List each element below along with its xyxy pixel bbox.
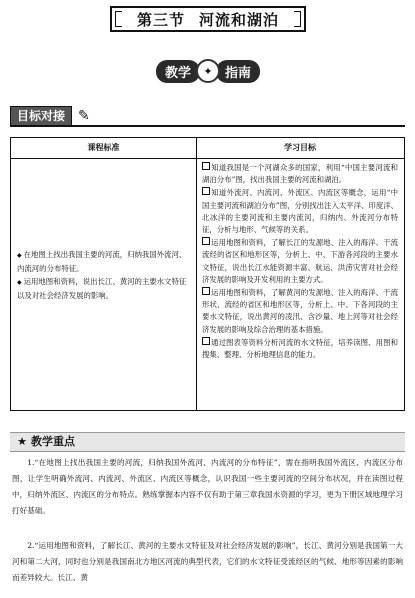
goal-item: 运用地图和资料，了解长江的发源地、注入的海洋、干流流经的省区和地形区等，分析上、中、下游各河段的主要水文特征，说出长江水能资源丰富、航运、洪涝灾害对社会经济发展的影响及开发利用的主要方式。 bbox=[202, 238, 398, 284]
column-divider bbox=[196, 138, 197, 410]
focus-paragraph-1: 1.“在地图上找出我国主要的河流，归纳我国外流河、内流河的分布特征”，需在指明我国外流区、内流区分布图，让学生明确外流河、内流河、外流区、内流区等概念，认识我国一些主要河流的空间分布状况，并在读图过程中，归纳外流区、内流区的分布特点。熟练掌握本内容不仅有助于第三章我国水资源的学习，更为下册区域地理学习打好基础。 bbox=[12, 458, 403, 515]
objectives-bar bbox=[10, 106, 405, 126]
pen-icon: ✎ bbox=[78, 108, 90, 124]
table-header-row bbox=[11, 138, 404, 159]
checkbox-icon bbox=[202, 187, 210, 195]
standard-item: ◆ 在地图上找出我国主要的河流，归纳我国外流河、内流河的分布特征。 bbox=[17, 250, 187, 273]
section-number: 第三节 bbox=[136, 10, 185, 29]
standard-item: ◆ 运用地图和资料，说出长江、黄河的主要水文特征以及对社会经济发展的影响。 bbox=[17, 277, 187, 300]
goal-item: 知道外流河、内流河、外流区、内流区等概念，运用“中国主要河流和湖泊分布”图，分别找出注入太平洋、印度洋、北冰洋的主要河流和主要内流河，归纳内、外流河分布特征，分析与地形、气候等的关系。 bbox=[202, 188, 398, 235]
compass-icon: ✦ bbox=[196, 59, 220, 83]
objectives-table bbox=[10, 137, 405, 411]
teaching-focus-title: 教学重点 bbox=[31, 435, 75, 448]
standards-cell bbox=[17, 248, 192, 302]
goals-cell bbox=[202, 162, 398, 362]
goal-item: 运用地图和资料，了解黄河的发源地、注入的海洋、干流形状、流经的省区和地形区等，分析上、中、下各河段的主要水文特征，说出黄河的凌汛、含沙量、地上河等对社会经济发展的影响及综合治理的基本措施。 bbox=[202, 288, 398, 334]
goal-item: 通过图表等资料分析河流的水文特征，培养读图、用图和搜集、整理、分析地理信息的能力。 bbox=[202, 337, 398, 360]
checkbox-icon bbox=[202, 337, 210, 345]
guide-left-label: 教学 bbox=[156, 60, 200, 83]
goal-item: 知道我国是一个河湖众多的国家，利用“中国主要河流和湖泊分布”图，找出我国主要的河流和湖泊。 bbox=[202, 163, 398, 185]
checkbox-icon bbox=[202, 237, 210, 245]
star-icon: ★ bbox=[17, 435, 27, 448]
teaching-guide-badge bbox=[147, 58, 269, 84]
checkbox-icon bbox=[202, 162, 210, 170]
objectives-label: 目标对接 bbox=[10, 106, 72, 127]
checkbox-icon bbox=[202, 287, 210, 295]
section-heading: 河流和湖泊 bbox=[199, 10, 280, 29]
focus-paragraph-2: 2.“运用地图和资料，了解长江、黄河的主要水文特征及对社会经济发展的影响”，长江、黄河分别是我国第一大河和第二大河，同时也分别是我国南北方地区河流的典型代表，它们的水文特征受流经区的气候、地形等因素的影响而差异较大。长江、黄 bbox=[12, 541, 403, 582]
header-learning-goals: 学习目标 bbox=[284, 143, 316, 152]
objectives-divider bbox=[10, 125, 405, 127]
teaching-focus-bar bbox=[10, 432, 405, 452]
guide-right-label: 指南 bbox=[216, 60, 260, 83]
section-title bbox=[110, 6, 306, 32]
header-curriculum-standard: 课程标准 bbox=[87, 143, 120, 152]
